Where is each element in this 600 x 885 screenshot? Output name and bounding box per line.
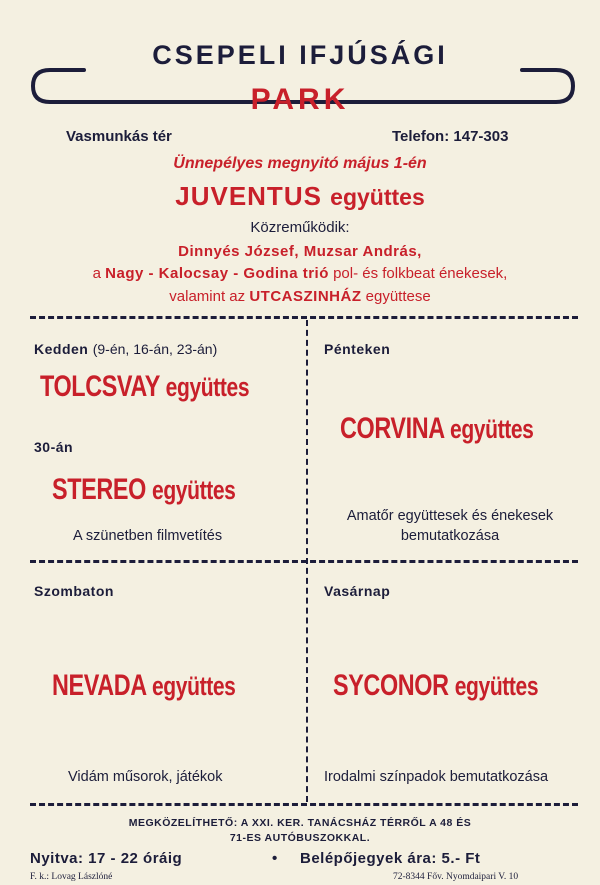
saturday-band	[52, 669, 235, 703]
poster-title: CSEPELI IFJÚSÁGI	[152, 40, 448, 70]
sunday-band-suffix: együttes	[454, 671, 539, 701]
contributors-label: Közreműködik:	[250, 219, 350, 236]
tuesday-extra-band-suffix: együttes	[151, 475, 236, 505]
trio-name: Nagy - Kalocsay - Godina trió	[105, 265, 329, 282]
theater-name: UTCASZINHÁZ	[249, 288, 362, 305]
sunday-band	[333, 669, 538, 703]
contributors-line-1	[0, 243, 600, 260]
footer-bullet: •	[272, 850, 278, 867]
friday-band-name: CORVINA	[340, 412, 444, 445]
transport-info-line-1: MEGKÖZELÍTHETŐ: A XXI. KER. TANÁCSHÁZ TÉRRŐL A 48 ÉS	[128, 817, 472, 829]
ticket-price: Belépőjegyek ára: 5.- Ft	[300, 850, 481, 867]
tuesday-dates: (9-én, 16-án, 23-án)	[92, 341, 218, 357]
address: Vasmunkás tér	[66, 128, 172, 145]
opening-hours: Nyitva: 17 - 22 óráig	[30, 850, 183, 867]
tuesday-note: A szünetben filmvetítés	[73, 528, 223, 544]
sunday-note: Irodalmi színpadok bemutatkozása	[324, 769, 549, 785]
contributor-names: Dinnyés József, Muzsar András,	[178, 243, 422, 260]
contributors-line-2	[0, 265, 600, 282]
printer-credit: 72-8344 Főv. Nyomdaipari V. 10	[393, 872, 519, 882]
main-band-name: JUVENTUS	[175, 181, 322, 211]
editor-credit: F. k.: Lovag Lászlóné	[30, 872, 113, 882]
main-band	[0, 181, 600, 212]
opening-date: Ünnepélyes megnyitó május 1-én	[173, 155, 427, 172]
divider-top	[30, 316, 578, 319]
friday-band-suffix: együttes	[450, 414, 534, 444]
tuesday-band	[40, 370, 249, 404]
saturday-label: Szombaton	[34, 583, 114, 599]
saturday-band-name: NEVADA	[52, 669, 146, 702]
tuesday-extra-band	[52, 473, 235, 507]
friday-band	[340, 412, 534, 446]
divider-middle	[30, 560, 578, 563]
phone-number: Telefon: 147-303	[392, 128, 509, 145]
contributors-also: valamint az	[169, 288, 246, 305]
tuesday-label	[34, 341, 217, 357]
sunday-label: Vasárnap	[324, 583, 391, 599]
contributors-line-3	[0, 288, 600, 305]
sunday-band-name: SYCONOR	[333, 669, 449, 702]
trio-genre: pol- és folkbeat énekesek,	[333, 265, 508, 282]
divider-bottom	[30, 803, 578, 806]
friday-note-line-2: bemutatkozása	[400, 528, 500, 544]
saturday-note: Vidám műsorok, játékok	[68, 769, 223, 785]
tuesday-extra-band-name: STEREO	[52, 473, 146, 506]
tuesday-day: Kedden	[34, 341, 89, 357]
transport-info-line-2: 71-ES AUTÓBUSZOKKAL.	[229, 832, 371, 844]
tuesday-band-suffix: együttes	[165, 372, 250, 402]
divider-vertical	[306, 320, 308, 802]
tuesday-extra-date: 30-án	[34, 439, 74, 455]
theater-suffix: együttese	[365, 288, 431, 305]
friday-note-line-1: Amatőr együttesek és énekesek	[346, 508, 554, 524]
main-band-suffix: együttes	[330, 184, 425, 210]
poster-subtitle: PARK	[250, 83, 350, 116]
contributors-article: a	[92, 265, 101, 282]
friday-label: Pénteken	[324, 341, 391, 357]
tuesday-band-name: TOLCSVAY	[40, 370, 160, 403]
saturday-band-suffix: együttes	[151, 671, 236, 701]
